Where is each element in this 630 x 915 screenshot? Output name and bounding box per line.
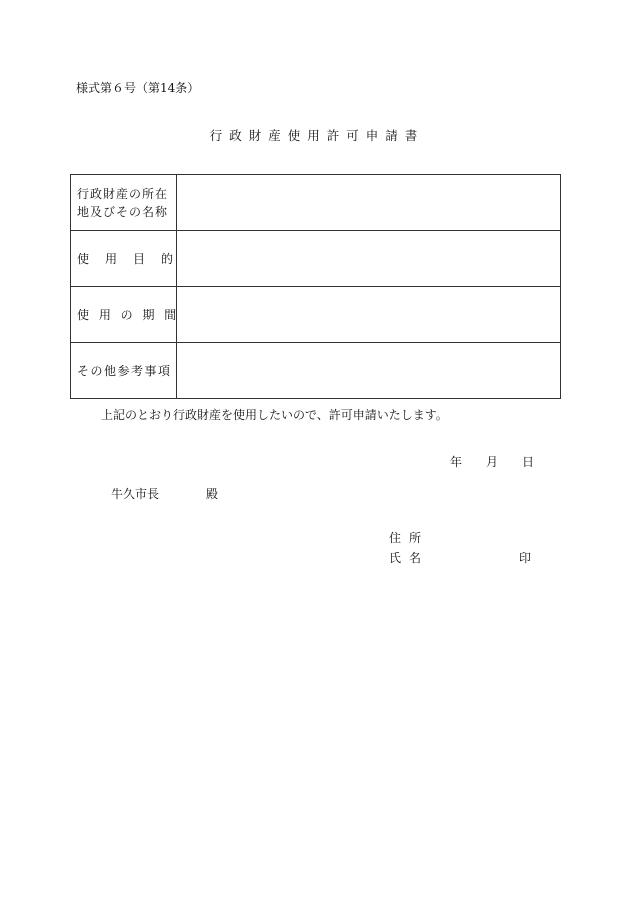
period-label	[71, 287, 180, 343]
location-label-line2: 地及びその名称	[77, 204, 169, 219]
form-number: 様式第６号（第14条）	[76, 81, 200, 95]
addressee-honorific: 殿	[206, 487, 219, 501]
name-label: 氏名	[389, 551, 430, 565]
date-month: 月	[486, 455, 499, 469]
table-row-location	[71, 175, 561, 231]
application-statement: 上記のとおり行政財産を使用したいので、許可申請いたします。	[101, 408, 448, 422]
purpose-label	[71, 231, 177, 287]
seal-mark: 印	[519, 551, 532, 565]
applicant-address-label	[389, 530, 429, 546]
addressee-name: 牛久市長	[111, 487, 160, 501]
purpose-label-char: 用	[104, 251, 117, 266]
address-label: 住所	[389, 531, 430, 545]
other-value-cell[interactable]	[177, 343, 561, 399]
other-label	[71, 343, 177, 399]
applicant-name-label	[389, 550, 429, 566]
table-row-period	[71, 287, 561, 343]
purpose-label-char: 的	[160, 251, 173, 266]
document-title: 行政財産使用許可申請書	[209, 128, 425, 143]
date-day: 日	[522, 455, 535, 469]
location-label-line1: 行政財産の所在	[77, 186, 169, 201]
table-row-other	[71, 343, 561, 399]
purpose-label-char: 使	[77, 251, 90, 266]
application-form-table	[70, 174, 561, 399]
period-label-text: 使 用 の 期 間	[77, 307, 180, 322]
location-value-cell[interactable]	[177, 175, 561, 231]
period-value-cell[interactable]	[177, 287, 561, 343]
other-label-text: その他参考事項	[77, 363, 172, 378]
purpose-label-char: 目	[132, 251, 145, 266]
location-label	[71, 175, 177, 231]
date-year: 年	[450, 455, 463, 469]
addressee	[111, 486, 219, 502]
table-row-purpose	[71, 231, 561, 287]
purpose-value-cell[interactable]	[177, 231, 561, 287]
